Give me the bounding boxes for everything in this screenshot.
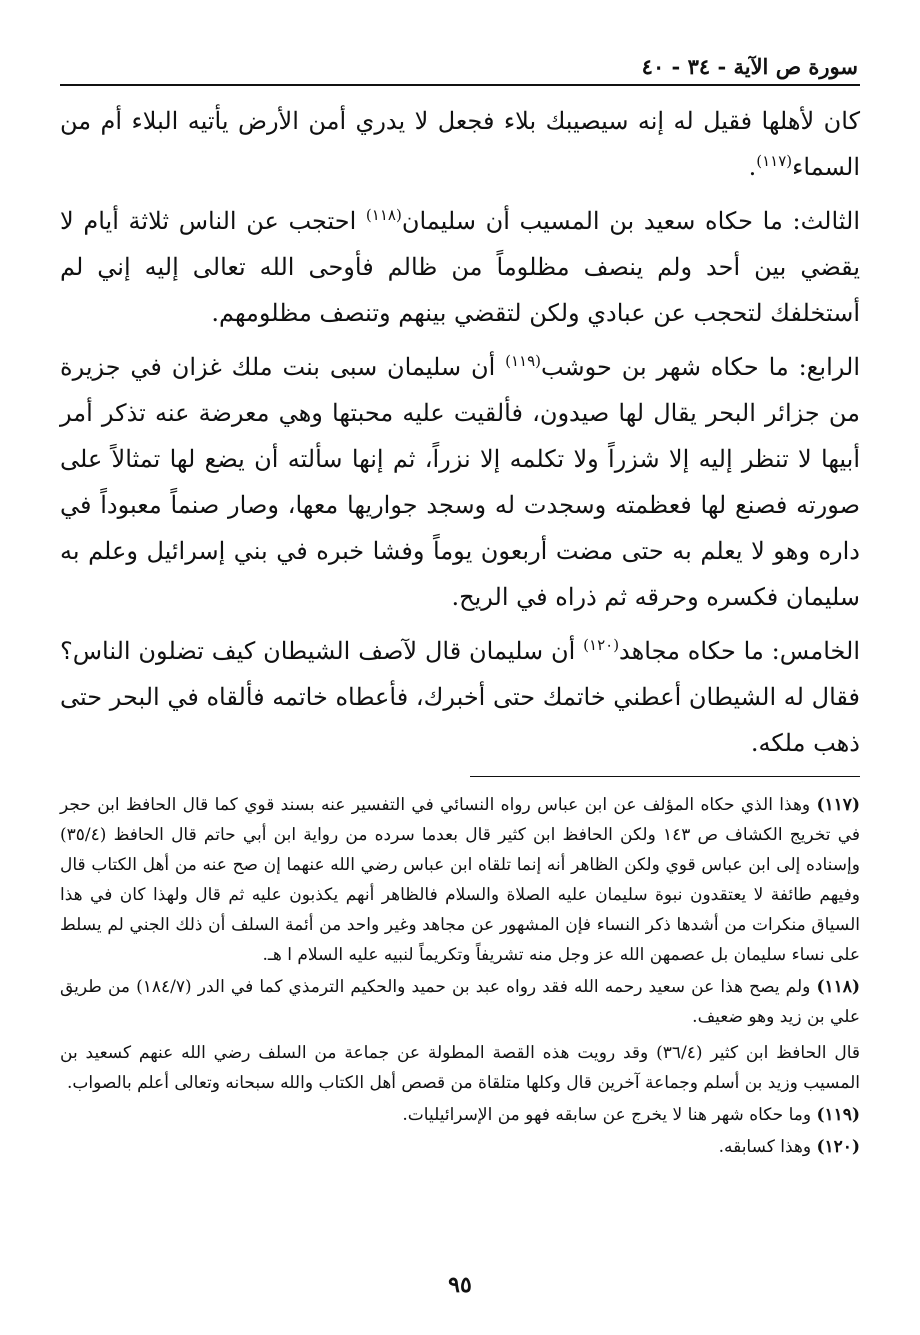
footnote-119-text: وما حكاه شهر هنا لا يخرج عن سابقه فهو من الإسرائيليات.	[402, 1105, 812, 1125]
footnote-117	[60, 790, 860, 970]
running-title: سورة ص الآية - ٣٤ - ٤٠	[641, 54, 858, 79]
footnote-118-continuation	[60, 1038, 860, 1098]
paragraph-2-text: احتجب عن الناس ثلاثة أيام لا يقضي بين أحد ولم ينصف مظلوماً من ظالم فأوحى الله تعالى إليه إني لم أستخلفك لتحجب عن عبادي ولكن لتقضي بينهم وتنصف مظلومهم.	[60, 207, 860, 327]
footnote-117-text: وهذا الذي حكاه المؤلف عن ابن عباس رواه النسائي في التفسير عنه بسند قوي كما قال الحافظ ابن حجر في تخريج الكشاف ص ١٤٣ ولكن الحافظ ابن كثير قال بعدما سرده من رواية ابن أبي حاتم قال الحافظ (٣٥/٤) وإسناده إلى ابن عباس قوي ولكن الظاهر أنه إنما تلقاه ابن عباس رضي الله عنهما إن صح عنه من أهل الكتاب قال وفيهم طائفة لا يعتقدون نبوة سليمان عليه الصلاة والسلام فالظاهر أنهم يكذبون عليه ثم قال ولهذا كان في هذا السياق منكرات من أشدها ذكر النساء فإن المشهور عن مجاهد وغير واحد من أئمة السلف أن ذلك الجني لم يسلط على نساء سليمان بل عصمهن الله عز وجل منه تشريفاً وتكريماً لنبيه عليه السلام ا هـ.	[60, 795, 860, 965]
paragraph-1-end: .	[748, 153, 757, 181]
footnote-118-continuation-text: قال الحافظ ابن كثير (٣٦/٤) وقد رويت هذه القصة المطولة عن جماعة من السلف رضي الله عنهم كسعيد بن المسيب وزيد بن أسلم وجماعة آخرين قال وكلها متلقاة من قصص أهل الكتاب والله سبحانه وتعالى أعلم بالصواب.	[60, 1043, 860, 1093]
footnote-120	[60, 1132, 860, 1162]
footnote-divider	[470, 776, 860, 777]
paragraph-4-text: أن سليمان قال لآصف الشيطان كيف تضلون الناس؟ فقال له الشيطان أعطني خاتمك حتى أخبرك، فأعطاه خاتمه فألقاه في البحر حتى ذهب ملكه.	[60, 637, 860, 757]
page-number: ٩٥	[448, 1272, 472, 1298]
footnote-119	[60, 1100, 860, 1130]
footnote-120-number: (١٢٠)	[816, 1137, 860, 1157]
paragraph-2	[60, 198, 860, 336]
paragraph-2-lead: الثالث: ما حكاه سعيد بن المسيب أن سليمان	[401, 207, 860, 235]
paragraph-4	[60, 628, 860, 766]
footnote-118-text: ولم يصح هذا عن سعيد رحمه الله فقد رواه عبد بن حميد والحكيم الترمذي كما في الدر (١٨٤/٧) من طريق علي بن زيد وهو ضعيف.	[60, 977, 860, 1027]
footnote-ref-120[interactable]: (١٢٠)	[583, 636, 620, 654]
footnote-117-number: (١١٧)	[816, 795, 860, 815]
footnote-118	[60, 972, 860, 1032]
footnote-ref-117[interactable]: (١١٧)	[756, 152, 793, 170]
main-text	[60, 98, 860, 774]
footnote-ref-118[interactable]: (١١٨)	[365, 206, 402, 224]
paragraph-4-lead: الخامس: ما حكاه مجاهد	[619, 637, 860, 665]
footnote-118-number: (١١٨)	[816, 977, 860, 997]
paragraph-1-text: كان لأهلها فقيل له إنه سيصيبك بلاء فجعل لا يدري أمن الأرض يأتيه البلاء أم من السماء	[60, 107, 860, 181]
footnote-120-text: وهذا كسابقه.	[718, 1137, 812, 1157]
footnote-119-number: (١١٩)	[816, 1105, 860, 1125]
paragraph-3-text: أن سليمان سبى بنت ملك غزان في جزيرة من جزائر البحر يقال لها صيدون، فألقيت عليه محبتها وهي معرضة عنه تذكر أمر أبيها لا تنظر إليه إلا شزراً ولا تكلمه إلا نزراً، ثم إنها سألته أن يضع لها تمثالاً على صورته فصنع لها فعظمته وسجدت له وسجد جواريها معها، وصار صنماً معبوداً في داره وهو لا يعلم به حتى مضت أربعون يوماً وفشا خبره في بني إسرائيل وعلم به سليمان فكسره وحرقه ثم ذراه في الريح.	[60, 353, 860, 611]
paragraph-3	[60, 344, 860, 620]
paragraph-3-lead: الرابع: ما حكاه شهر بن حوشب	[540, 353, 860, 381]
footnote-ref-119[interactable]: (١١٩)	[505, 352, 541, 370]
running-header	[60, 52, 860, 86]
footnotes-section	[60, 790, 860, 1164]
paragraph-1	[60, 98, 860, 190]
